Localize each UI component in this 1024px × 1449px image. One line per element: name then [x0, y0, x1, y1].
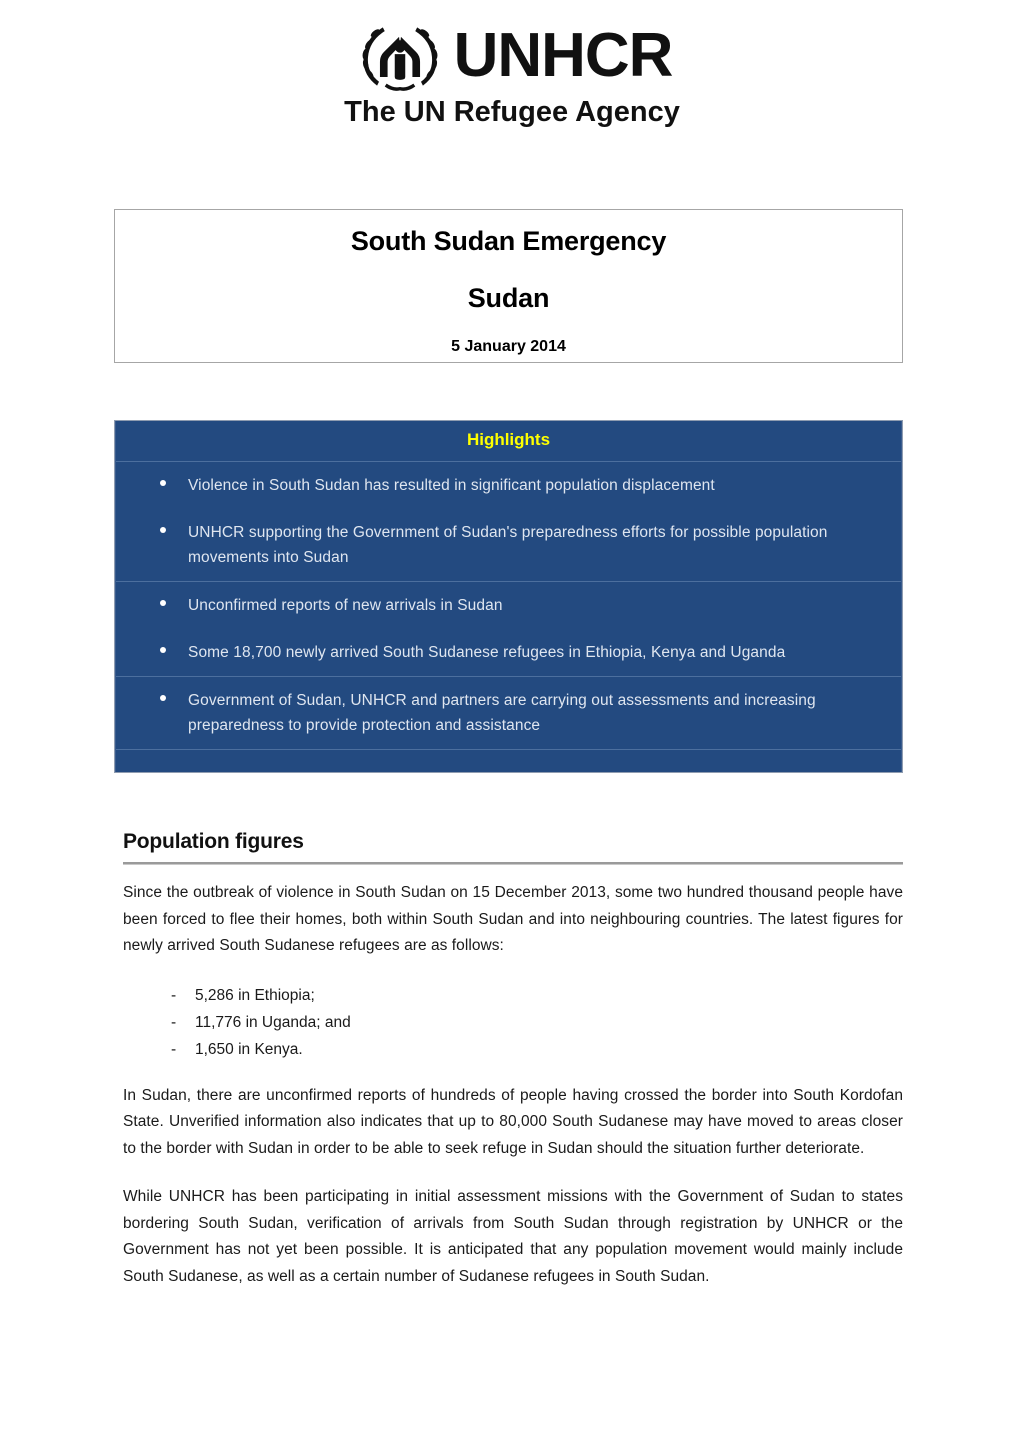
highlights-row — [116, 582, 901, 629]
bullet-dot-icon — [116, 640, 188, 653]
highlights-item — [116, 677, 901, 749]
section-title: Population figures — [123, 830, 304, 853]
highlights-row — [116, 509, 901, 582]
highlights-item-text: Violence in South Sudan has resulted in significant population displacement — [188, 477, 715, 494]
page-title: South Sudan Emergency — [350, 226, 667, 256]
bullet-dot-icon — [116, 593, 188, 606]
logo-wordmark: UNHCR — [453, 21, 673, 90]
paragraph: Since the outbreak of violence in South Sudan on 15 December 2013, some two hundred thousand people have been forced to flee their homes, both within South Sudan and into neighbouring countries. The latest figures for newly arrived South Sudanese refugees are as follows: — [123, 884, 903, 954]
dash-bullet-icon: - — [171, 1013, 177, 1031]
highlights-row — [116, 629, 901, 677]
body-content — [123, 880, 903, 1290]
page-subtitle: Sudan — [467, 283, 550, 313]
report-date: 5 January 2014 — [451, 338, 566, 355]
highlights-item — [116, 462, 901, 509]
highlights-item-text: Government of Sudan, UNHCR and partners are carrying out assessments and increasing preparedness to provide protection and assistance — [188, 692, 816, 734]
list-item — [171, 1009, 903, 1036]
highlights-row — [116, 462, 901, 509]
paragraph: In Sudan, there are unconfirmed reports of hundreds of people having crossed the border into South Kordofan State. Unverified information also indicates that up to 80,000 South Sudanese may have moved to areas closer to the border with Sudan in order to be able to seek refuge in Sudan should the situation further deteriorate. — [123, 1086, 903, 1157]
list-item — [171, 1036, 903, 1063]
unhcr-emblem-hands-laurel-icon — [352, 14, 448, 98]
list-item — [171, 982, 903, 1009]
logo-row — [352, 14, 673, 98]
highlights-row — [116, 677, 901, 750]
bullet-dot-icon — [116, 688, 188, 701]
highlights-item-text: Unconfirmed reports of new arrivals in Sudan — [188, 597, 503, 614]
highlights-panel — [114, 420, 903, 773]
section-header-population-figures — [123, 828, 903, 865]
highlights-header-row — [116, 421, 901, 462]
highlights-item — [116, 509, 901, 581]
highlights-item — [116, 582, 901, 629]
dash-bullet-icon: - — [171, 1040, 177, 1058]
bullet-dot-icon — [116, 473, 188, 486]
highlights-item — [116, 629, 901, 676]
highlights-inner — [115, 421, 902, 772]
paragraph: While UNHCR has been participating in initial assessment missions with the Government of Sudan to states bordering South Sudan, verification of arrivals from South Sudan through registration by UNHCR or the Government has not yet been possible. It is anticipated that any population movement would mainly include South Sudanese, as well as a certain number of Sudanese refugees in South Sudan. — [123, 1188, 903, 1285]
section-divider — [123, 862, 903, 865]
highlights-item-text: Some 18,700 newly arrived South Sudanese refugees in Ethiopia, Kenya and Uganda — [188, 644, 786, 661]
unhcr-logo — [0, 14, 1024, 128]
document-title-box — [114, 209, 903, 363]
highlights-header-label: Highlights — [466, 430, 551, 449]
list-item-label: 11,776 in Uganda; and — [195, 1013, 351, 1031]
list-item-label: 1,650 in Kenya. — [195, 1040, 303, 1058]
highlights-item-text: UNHCR supporting the Government of Sudan's preparedness efforts for possible population movements into Sudan — [188, 524, 828, 566]
dash-bullet-icon: - — [171, 986, 177, 1004]
list-item-label: 5,286 in Ethiopia; — [195, 986, 315, 1004]
bullet-dot-icon — [116, 520, 188, 533]
figures-list — [123, 982, 903, 1063]
logo-tagline: The UN Refugee Agency — [344, 96, 680, 128]
highlights-spacer-row — [116, 750, 901, 772]
